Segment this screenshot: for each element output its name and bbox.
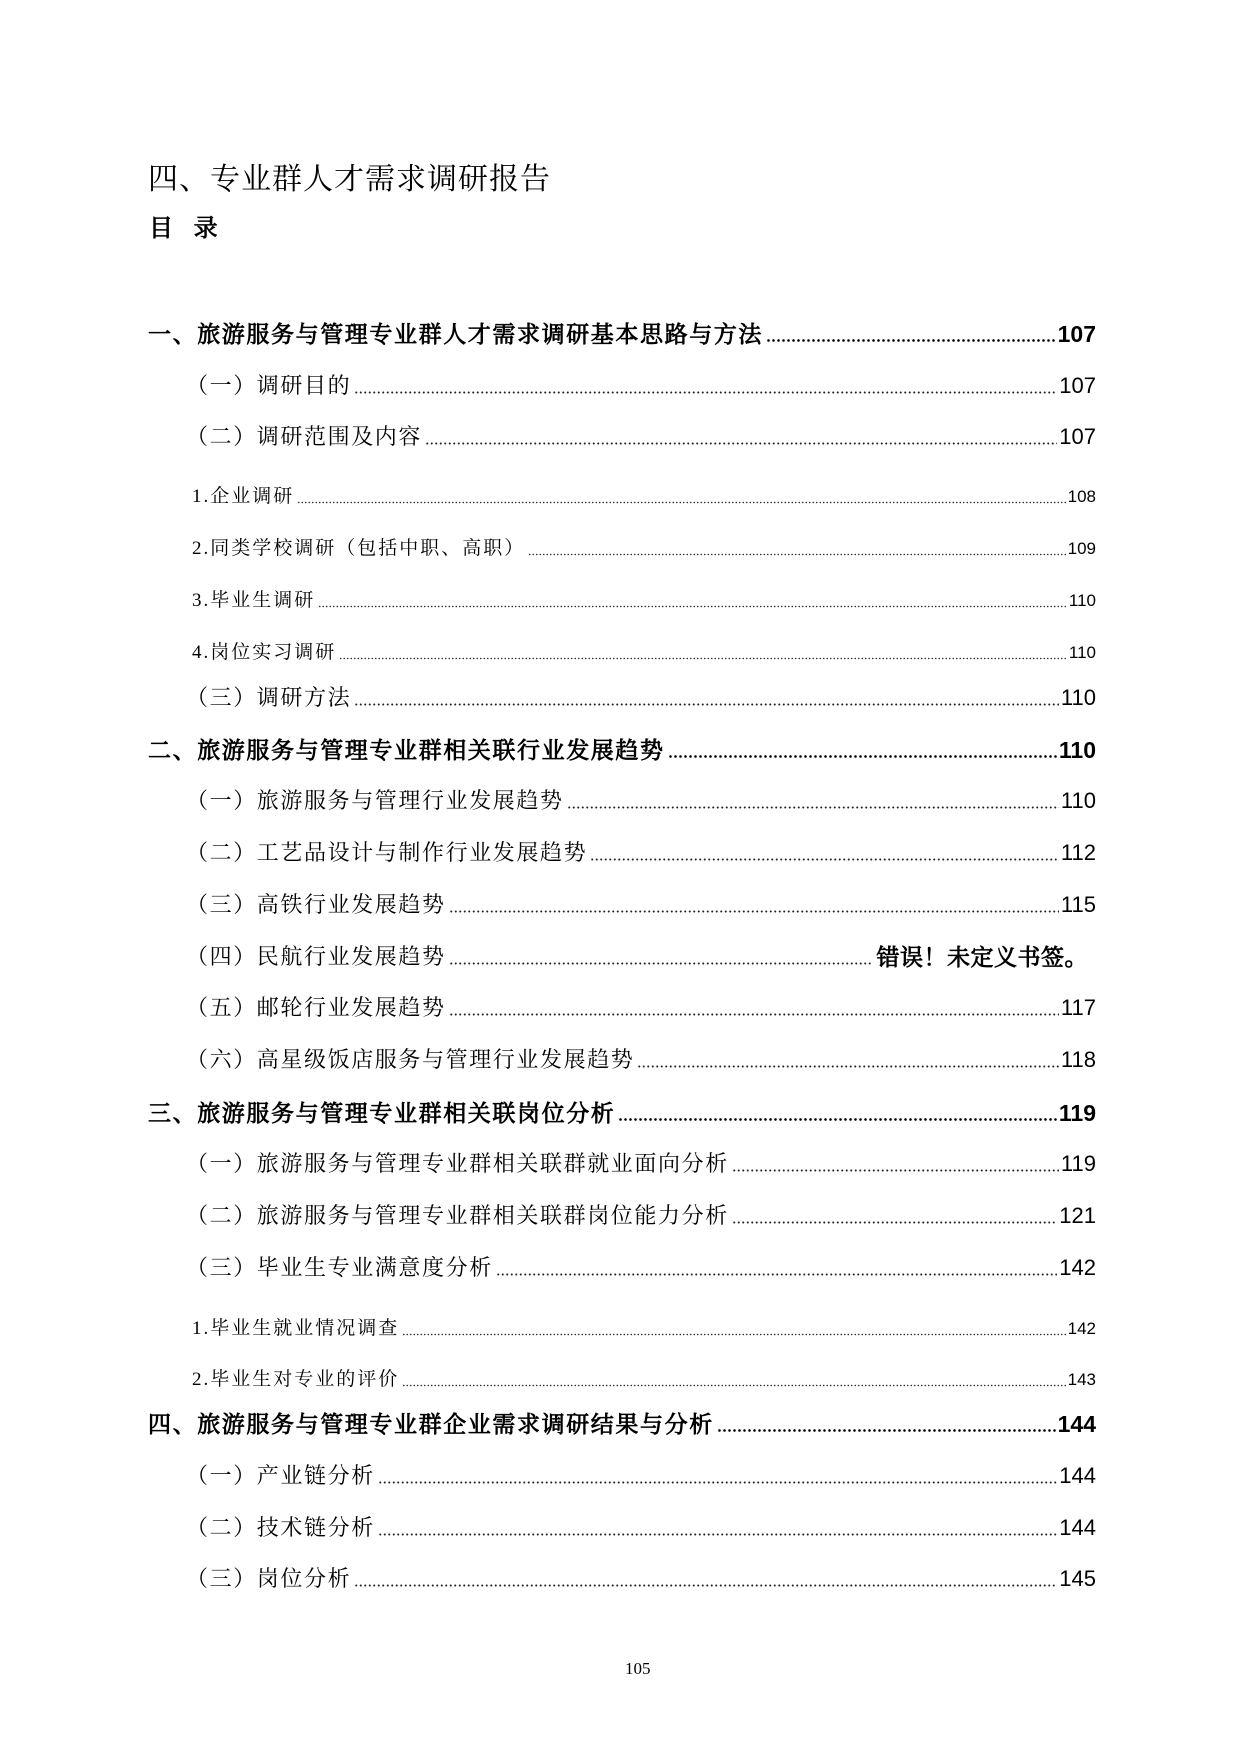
toc-entry-label: （二）旅游服务与管理专业群相关联群岗位能力分析 <box>186 1203 729 1228</box>
toc-entry-level3 <box>192 533 1096 565</box>
dot-leader <box>318 605 1067 608</box>
toc-entry-label: 一、旅游服务与管理专业群人才需求调研基本思路与方法 <box>148 321 763 347</box>
toc-entry-page: 121 <box>1059 1203 1096 1228</box>
toc-entry-level2 <box>186 1044 1096 1076</box>
dot-leader <box>425 442 1057 445</box>
toc-entry-level2 <box>186 1148 1096 1180</box>
toc-entry-level2 <box>186 370 1096 402</box>
dot-leader <box>732 1221 1057 1224</box>
toc-heading: 目 录 <box>149 215 218 242</box>
toc-entry-page: 112 <box>1060 840 1096 865</box>
dot-leader <box>354 1584 1057 1587</box>
toc-entry-page: 110 <box>1058 737 1096 763</box>
toc-entry-level1 <box>148 1408 1096 1440</box>
dot-leader <box>567 806 1059 809</box>
dot-leader <box>449 910 1059 913</box>
toc-entry-page: 144 <box>1059 1463 1096 1488</box>
dot-leader <box>297 501 1065 504</box>
toc-entry-page: 144 <box>1057 1411 1096 1437</box>
toc-entry-label: （一）旅游服务与管理专业群相关联群就业面向分析 <box>186 1151 729 1176</box>
dot-leader <box>339 657 1067 660</box>
toc-entry-level3 <box>192 1364 1096 1396</box>
toc-entry-label: （五）邮轮行业发展趋势 <box>186 995 446 1020</box>
toc-entry-level2 <box>186 785 1096 817</box>
toc-entry-page: 142 <box>1067 1319 1096 1338</box>
toc-entry-level2 <box>186 1460 1096 1492</box>
toc-entry-level2 <box>186 1512 1096 1544</box>
toc-entry-label: 4.岗位实习调研 <box>192 642 337 663</box>
toc-entry-page: 110 <box>1060 685 1096 710</box>
toc-entry-level1 <box>148 734 1096 766</box>
dot-leader <box>354 703 1059 706</box>
toc-entry-level1 <box>148 318 1096 350</box>
toc-entry-label: 1.毕业生就业情况调查 <box>192 1318 400 1339</box>
dot-leader <box>402 1384 1065 1387</box>
toc-entry-label: 四、旅游服务与管理专业群企业需求调研结果与分析 <box>148 1411 714 1437</box>
toc-entry-level3 <box>192 1313 1096 1345</box>
dot-leader <box>378 1533 1057 1536</box>
toc-entry-label: （一）旅游服务与管理行业发展趋势 <box>186 788 564 813</box>
toc-entry-label: 2.毕业生对专业的评价 <box>192 1369 400 1390</box>
toc-entry-level2 <box>186 1563 1096 1595</box>
toc-entry-level2 <box>186 682 1096 714</box>
toc-entry-page: 119 <box>1060 1151 1096 1176</box>
dot-leader <box>766 339 1056 342</box>
toc-entry-page: 110 <box>1060 788 1096 813</box>
page-title: 四、专业群人才需求调研报告 <box>148 163 551 196</box>
toc-entry-label: （三）岗位分析 <box>186 1566 352 1591</box>
toc-entry-page: 107 <box>1057 321 1096 347</box>
toc-entry-label: （二）工艺品设计与制作行业发展趋势 <box>186 840 588 865</box>
toc-entry-label: （三）调研方法 <box>186 685 352 710</box>
dot-leader <box>590 858 1059 861</box>
toc-entry-label: （四）民航行业发展趋势 <box>186 944 446 969</box>
dot-leader <box>717 1429 1056 1432</box>
dot-leader <box>528 553 1065 556</box>
dot-leader <box>618 1118 1056 1121</box>
toc-entry-page: 110 <box>1068 591 1096 610</box>
toc-entry-label: （二）调研范围及内容 <box>186 424 423 449</box>
toc-entry-label: （三）高铁行业发展趋势 <box>186 892 446 917</box>
dot-leader <box>354 391 1057 394</box>
toc-entry-page: 109 <box>1067 539 1096 558</box>
toc-entry-label: 三、旅游服务与管理专业群相关联岗位分析 <box>148 1100 616 1126</box>
toc-entry-level2 <box>186 1252 1096 1284</box>
toc-entry-page: 117 <box>1060 995 1096 1020</box>
toc-entry-level3 <box>192 585 1096 617</box>
toc-entry-label: 3.毕业生调研 <box>192 590 316 611</box>
toc-entry-page: 143 <box>1067 1370 1096 1389</box>
page-number: 105 <box>625 1659 651 1678</box>
dot-leader <box>668 755 1057 758</box>
toc-entry-label: 1.企业调研 <box>192 486 295 507</box>
toc-entry-page: 144 <box>1059 1515 1096 1540</box>
toc-entry-label: （一）调研目的 <box>186 373 352 398</box>
toc-entry-label: 2.同类学校调研（包括中职、高职） <box>192 538 526 559</box>
toc-entry-level2 <box>186 889 1096 921</box>
toc-entry-level2 <box>186 837 1096 869</box>
dot-leader <box>732 1169 1059 1172</box>
toc-entry-label: （三）毕业生专业满意度分析 <box>186 1255 493 1280</box>
toc-entry-level2 <box>186 1200 1096 1232</box>
toc-entry-level2 <box>186 992 1096 1024</box>
toc-entry-page: 107 <box>1059 373 1096 398</box>
toc-entry-level3 <box>192 637 1096 669</box>
toc-entry-level2 <box>186 941 1088 973</box>
toc-entry-label: 二、旅游服务与管理专业群相关联行业发展趋势 <box>148 737 665 763</box>
toc-entry-page: 110 <box>1068 643 1096 662</box>
toc-entry-level1 <box>148 1097 1096 1129</box>
toc-entry-page: 108 <box>1067 487 1096 506</box>
toc-entry-label: （六）高星级饭店服务与管理行业发展趋势 <box>186 1047 635 1072</box>
toc-entry-label: （二）技术链分析 <box>186 1515 375 1540</box>
dot-leader <box>637 1065 1059 1068</box>
toc-entry-page: 115 <box>1060 892 1096 917</box>
toc-entry-level3 <box>192 481 1096 513</box>
dot-leader <box>449 962 871 965</box>
toc-entry-level2 <box>186 421 1096 453</box>
dot-leader <box>496 1273 1057 1276</box>
toc-entry-page: 119 <box>1058 1100 1096 1126</box>
toc-entry-page: 118 <box>1060 1047 1096 1072</box>
toc-entry-label: （一）产业链分析 <box>186 1463 375 1488</box>
dot-leader <box>378 1481 1057 1484</box>
toc-entry-page: 107 <box>1059 424 1096 449</box>
bookmark-error-text: 错误！未定义书签。 <box>876 944 1088 970</box>
dot-leader <box>449 1013 1059 1016</box>
toc-entry-page: 142 <box>1059 1255 1096 1280</box>
toc-entry-page: 145 <box>1059 1566 1096 1591</box>
dot-leader <box>402 1333 1065 1336</box>
